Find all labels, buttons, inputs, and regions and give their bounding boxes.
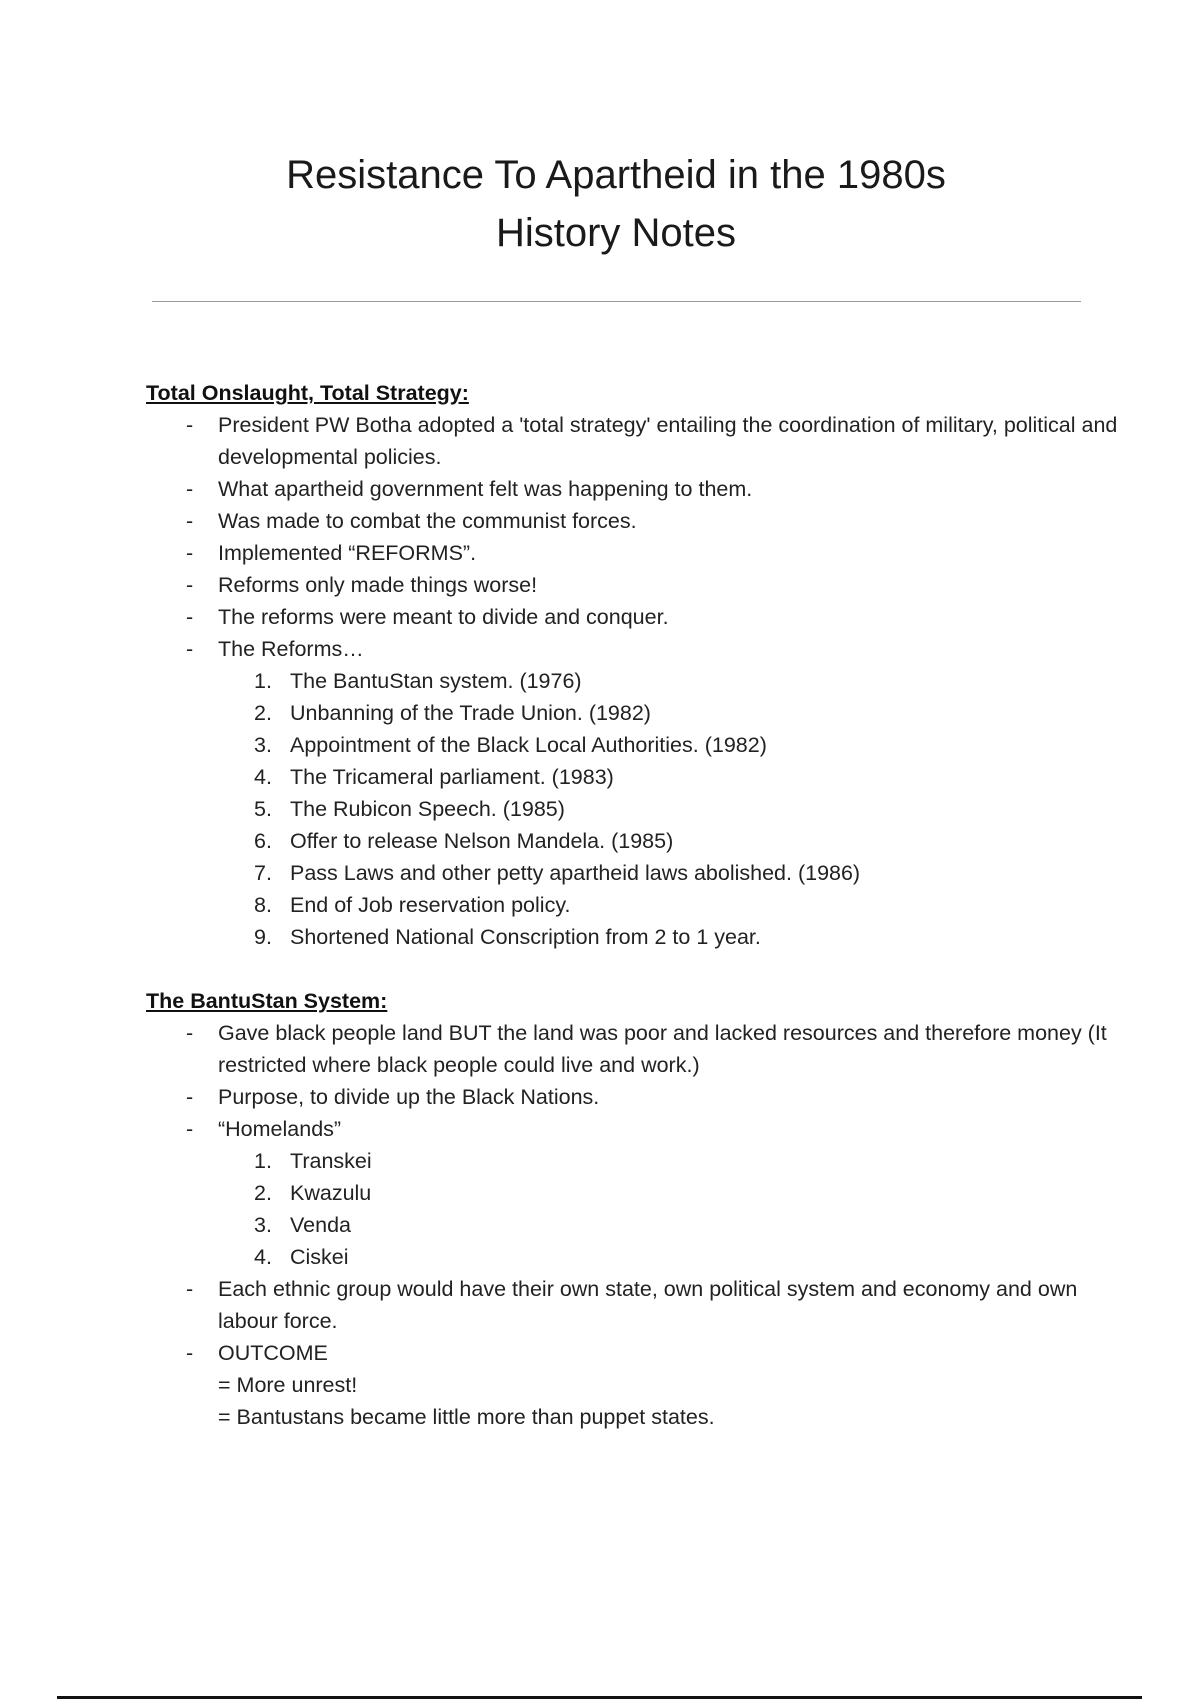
numbered-item: 8. End of Job reservation policy. — [254, 893, 571, 917]
homeland-item: 3. Venda — [254, 1213, 351, 1237]
list-item: - Was made to combat the communist forces. — [186, 509, 637, 533]
list-item: - The reforms were meant to divide and conquer. — [186, 605, 669, 629]
title-line-1: Resistance To Apartheid in the 1980s — [286, 153, 946, 197]
list-item: - OUTCOME — [186, 1341, 328, 1365]
list-item: - The Reforms… — [186, 637, 364, 661]
homeland-item: 4. Ciskei — [254, 1245, 349, 1269]
list-item: - President PW Botha adopted a 'total strategy' entailing the coordination of military, political and developmental policies. — [186, 413, 1118, 469]
numbered-item: 4. The Tricameral parliament. (1983) — [254, 765, 614, 789]
page-bottom-border — [57, 1696, 1142, 1699]
outcome-line: = More unrest! — [218, 1373, 358, 1397]
numbered-item: 2. Unbanning of the Trade Union. (1982) — [254, 701, 651, 725]
list-item: - Purpose, to divide up the Black Nations. — [186, 1085, 600, 1109]
homeland-item: 2. Kwazulu — [254, 1181, 372, 1205]
list-item: - Gave black people land BUT the land was poor and lacked resources and therefore money (It restricted where black people could live and work.) — [186, 1021, 1107, 1077]
numbered-item: 3. Appointment of the Black Local Authorities. (1982) — [254, 733, 767, 757]
numbered-item: 7. Pass Laws and other petty apartheid laws abolished. (1986) — [254, 861, 861, 885]
numbered-item: 5. The Rubicon Speech. (1985) — [254, 797, 565, 821]
title-divider — [152, 301, 1081, 302]
document-title — [0, 146, 1200, 262]
list-item: - Implemented “REFORMS”. — [186, 541, 477, 565]
list-item: - What apartheid government felt was happening to them. — [186, 477, 753, 501]
section-heading-bantustan: The BantuStan System: — [146, 989, 388, 1013]
homeland-item: 1. Transkei — [254, 1149, 372, 1173]
list-item: - Reforms only made things worse! — [186, 573, 538, 597]
section-heading-total-strategy: Total Onslaught, Total Strategy: — [146, 381, 469, 405]
numbered-item: 9. Shortened National Conscription from 2 to 1 year. — [254, 925, 761, 949]
title-line-2: History Notes — [495, 211, 737, 255]
document-body — [146, 377, 1126, 1433]
list-item: - “Homelands” — [186, 1117, 342, 1141]
numbered-item: 1. The BantuStan system. (1976) — [254, 669, 582, 693]
list-item: - Each ethnic group would have their own state, own political system and economy and own labour force. — [186, 1277, 1078, 1333]
numbered-item: 6. Offer to release Nelson Mandela. (1985) — [254, 829, 674, 853]
outcome-line: = Bantustans became little more than puppet states. — [218, 1405, 715, 1429]
